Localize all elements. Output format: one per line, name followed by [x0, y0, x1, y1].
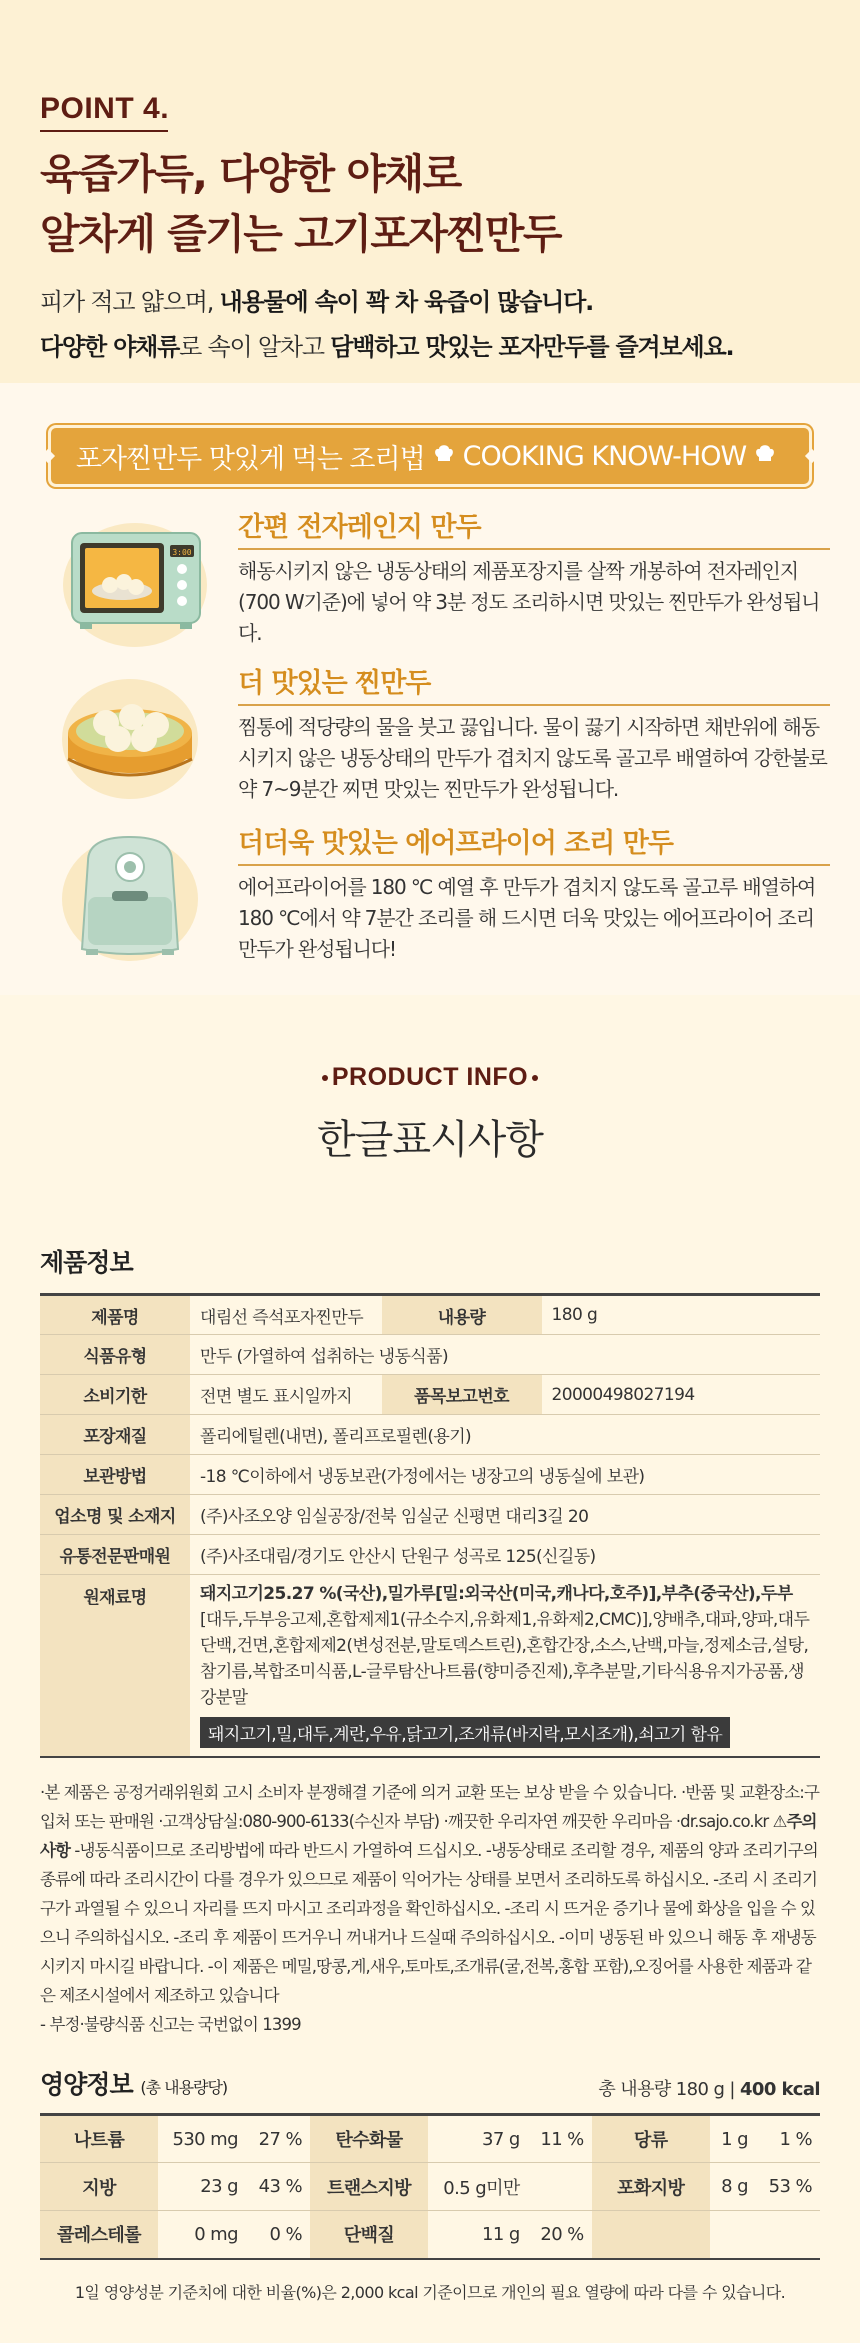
method-title: 더 맛있는 찐만두 — [238, 661, 830, 706]
product-info-header — [0, 1063, 860, 1165]
table-row — [40, 1415, 820, 1455]
table-value: 20000498027194 — [542, 1375, 820, 1415]
nutrition-total-label: 총 내용량 180 g | — [598, 2079, 740, 2100]
method-title: 간편 전자레인지 만두 — [238, 505, 830, 550]
point-description — [40, 280, 860, 370]
nutrient-name: 콜레스테롤 — [40, 2211, 158, 2259]
table-value: 전면 별도 표시일까지 — [190, 1375, 382, 1415]
table-row — [40, 2211, 820, 2259]
table-row — [40, 1375, 820, 1415]
cooking-banner — [48, 425, 812, 487]
table-row — [40, 1295, 820, 1335]
table-value: 대림선 즉석포자찐만두 — [190, 1295, 382, 1335]
cooking-method-air-fryer — [60, 821, 830, 971]
point-desc-line2 — [40, 325, 860, 370]
point-underline — [40, 130, 168, 132]
nutrient-percent: 27 % — [246, 2115, 310, 2163]
point-desc-line1 — [40, 280, 860, 325]
method-body — [238, 821, 830, 965]
table-key: 품목보고번호 — [382, 1375, 542, 1415]
nutrient-percent: 0 % — [246, 2211, 310, 2259]
table-value: 폴리에틸렌(내면), 폴리프로필렌(용기) — [190, 1415, 820, 1455]
empty-cell — [756, 2211, 820, 2259]
cooking-method-microwave — [60, 505, 830, 655]
nutrition-table — [40, 2113, 820, 2260]
air-fryer-icon — [60, 821, 210, 971]
nutrient-amount: 37 g — [428, 2115, 528, 2163]
method-text: 에어프라이어를 180 ℃ 예열 후 만두가 겹치지 않도록 골고루 배열하여 180 ℃에서 약 7분간 조리를 해 드시면 더욱 맛있는 에어프라이어 조리 만두가 완성됩니다! — [238, 875, 816, 961]
nutrition-title — [40, 2065, 227, 2101]
table-key: 원재료명 — [40, 1575, 190, 1758]
notice-part2: -냉동식품이므로 조리방법에 따라 반드시 가열하여 드십시오. -냉동상태로 조리할 경우, 제품의 양과 조리기구의 종류에 따라 조리시간이 다를 경우가 있으므로 제품이 익어가는 상태를 보면서 조리하도록 하십시오. -조리 시 조리기구가 과열될 수 있으니 자리를 뜨지 마시고 조리과정을 확인하십시오. -조리 시 뜨거운 증기나 물에 화상을 입을 수 있으니 주의하십시오. -조리 후 제품이 뜨거우니 꺼내거나 드실때 주의하십시오. -이미 냉동된 바 있으니 해동 후 재냉동 시키지 마시길 바랍니다. -이 제품은 메밀,땅콩,게,새우,토마토,조개류(굴,전복,홍합 포함),오징어를 사용한 제품과 같은 제조시설에서 제조하고 있습니다 — [40, 1841, 818, 2005]
table-key: 유통전문판매원 — [40, 1535, 190, 1575]
table-row — [40, 1335, 820, 1375]
steamer-icon — [60, 661, 210, 811]
banner-en: COOKING KNOW-HOW — [462, 440, 747, 472]
ingredients-cell — [190, 1575, 820, 1758]
table-value: -18 ℃이하에서 냉동보관(가정에서는 냉장고의 냉동실에 보관) — [190, 1455, 820, 1495]
nutrient-amount: 1 g — [710, 2115, 756, 2163]
desc1-b: 내용물에 속이 꽉 차 육즙이 많습니다. — [219, 288, 594, 316]
nutrient-percent: 20 % — [528, 2211, 592, 2259]
nutrient-name: 포화지방 — [592, 2163, 710, 2211]
dot-decoration — [322, 1075, 328, 1081]
table-key: 식품유형 — [40, 1335, 190, 1375]
product-info-title: 한글표시사항 — [317, 1117, 543, 1163]
nutrient-name: 나트륨 — [40, 2115, 158, 2163]
microwave-display: 3:00 — [172, 548, 192, 557]
table-row — [40, 1575, 820, 1758]
nutrition-total — [598, 2075, 820, 2101]
point-section — [0, 0, 860, 383]
notice-part1: ·본 제품은 공정거래위원회 고시 소비자 분쟁해결 기준에 의거 교환 또는 보상 받을 수 있습니다. ·반품 및 교환장소:구입처 또는 판매원 ·고객상담실:080-900-6133(수신자 부담) ·깨끗한 우리자연 깨끗한 우리마음 ·dr.sajo.co.kr — [40, 1783, 820, 1831]
table-key: 제품명 — [40, 1295, 190, 1335]
desc2-c: 담백하고 맛있는 포자만두를 즐겨보세요. — [330, 333, 734, 361]
nutrient-name: 단백질 — [310, 2211, 428, 2259]
empty-cell — [710, 2211, 756, 2259]
table-row — [40, 1455, 820, 1495]
nutrient-amount: 11 g — [428, 2211, 528, 2259]
nutrient-percent: 43 % — [246, 2163, 310, 2211]
table-key: 업소명 및 소재지 — [40, 1495, 190, 1535]
table-value: 만두 (가열하여 섭취하는 냉동식품) — [190, 1335, 820, 1375]
nutrition-subtitle: (총 내용량당) — [140, 2078, 228, 2097]
table-row — [40, 2115, 820, 2163]
nutrient-percent: 53 % — [756, 2163, 820, 2211]
cooking-method-steamer — [60, 661, 830, 811]
nutrient-percent: 1 % — [756, 2115, 820, 2163]
table-key: 내용량 — [382, 1295, 542, 1335]
empty-cell — [592, 2211, 710, 2259]
table-key: 소비기한 — [40, 1375, 190, 1415]
nutrient-amount: 8 g — [710, 2163, 756, 2211]
point-title — [40, 144, 860, 264]
table-value: 180 g — [542, 1295, 820, 1335]
notice-text — [40, 1778, 820, 2039]
nutrient-name: 탄수화물 — [310, 2115, 428, 2163]
desc2-a: 다양한 야채류 — [40, 333, 180, 361]
nutrition-total-kcal: 400 kcal — [740, 2079, 820, 2100]
nutrient-name: 트랜스지방 — [310, 2163, 428, 2211]
dot-decoration — [532, 1075, 538, 1081]
method-body — [238, 661, 830, 805]
nutrient-percent — [528, 2163, 592, 2211]
table-row — [40, 1495, 820, 1535]
nutrition-title-text: 영양정보 — [40, 2070, 133, 2099]
point-title-line2: 알차게 즐기는 고기포자찐만두 — [40, 210, 561, 258]
method-title: 더더욱 맛있는 에어프라이어 조리 만두 — [238, 821, 830, 866]
nutrient-percent: 11 % — [528, 2115, 592, 2163]
chef-hat-icon — [433, 442, 455, 470]
nutrient-amount: 0.5 g미만 — [428, 2163, 528, 2211]
method-text: 해동시키지 않은 냉동상태의 제품포장지를 살짝 개봉하여 전자레인지(700 W기준)에 넣어 약 3분 정도 조리하시면 맛있는 찐만두가 완성됩니다. — [238, 559, 820, 645]
method-body — [238, 505, 830, 649]
nutrient-amount: 23 g — [158, 2163, 246, 2211]
table-value: (주)사조대림/경기도 안산시 단원구 성곡로 125(신길동) — [190, 1535, 820, 1575]
chef-hat-icon — [754, 442, 776, 470]
nutrient-name: 지방 — [40, 2163, 158, 2211]
table-row — [40, 2163, 820, 2211]
nutrient-name: 당류 — [592, 2115, 710, 2163]
ingredients-main: 돼지고기25.27 %(국산),밀가루[밀:외국산(미국,캐나다,호주)],부추(중국산),두부 — [200, 1584, 793, 1604]
microwave-icon — [60, 505, 210, 655]
product-section-title: 제품정보 — [40, 1248, 133, 1277]
product-info-text: PRODUCT INFO — [331, 1063, 529, 1091]
product-info-section — [0, 995, 860, 2343]
warning-label: ⚠주의사항 — [40, 1812, 817, 1860]
method-text: 찜통에 적당량의 물을 붓고 끓입니다. 물이 끓기 시작하면 채반위에 해동 시키지 않은 냉동상태의 만두가 겹치지 않도록 골고루 배열하여 강한불로 약 7~9분간 찌면 맛있는 찐만두가 완성됩니다. — [238, 715, 827, 801]
banner-ko: 포자찐만두 맛있게 먹는 조리법 — [75, 443, 425, 475]
desc2-b: 로 속이 알차고 — [179, 333, 331, 361]
table-key: 포장재질 — [40, 1415, 190, 1455]
nutrition-header — [40, 2065, 820, 2101]
point-label: POINT 4. — [40, 92, 170, 125]
product-info-table — [40, 1293, 820, 1758]
table-value: (주)사조오양 임실공장/전북 임실군 신평면 대리3길 20 — [190, 1495, 820, 1535]
allergen-badge: 돼지고기,밀,대두,계란,우유,닭고기,조개류(바지락,모시조개),쇠고기 함유 — [200, 1717, 730, 1748]
nutrient-amount: 0 mg — [158, 2211, 246, 2259]
point-title-line1: 육즙가득, 다양한 야채로 — [40, 150, 461, 198]
desc1-a: 피가 적고 얇으며, — [40, 288, 220, 316]
product-info-label — [0, 1063, 860, 1092]
nutrient-amount: 530 mg — [158, 2115, 246, 2163]
nutrition-footnote: 1일 영양성분 기준치에 대한 비율(%)은 2,000 kcal 기준이므로 개인의 필요 열량에 따라 다를 수 있습니다. — [74, 2282, 786, 2302]
table-key: 보관방법 — [40, 1455, 190, 1495]
notice-part3: - 부정·불량식품 신고는 국번없이 1399 — [40, 2015, 301, 2034]
ingredients-rest: [대두,두부응고제,혼합제제1(규소수지,유화제1,유화제2,CMC)],양배추,대파,양파,대두단백,건면,혼합제제2(변성전분,말토덱스트린),혼합간장,소스,난백,마늘,정제소금,설탕,참기름,복합조미식품,L-글루탐산나트륨(향미증진제),후추분말,기타식용유지가공품,생강분말 — [200, 1610, 810, 1708]
cooking-section — [0, 383, 860, 995]
table-row — [40, 1535, 820, 1575]
